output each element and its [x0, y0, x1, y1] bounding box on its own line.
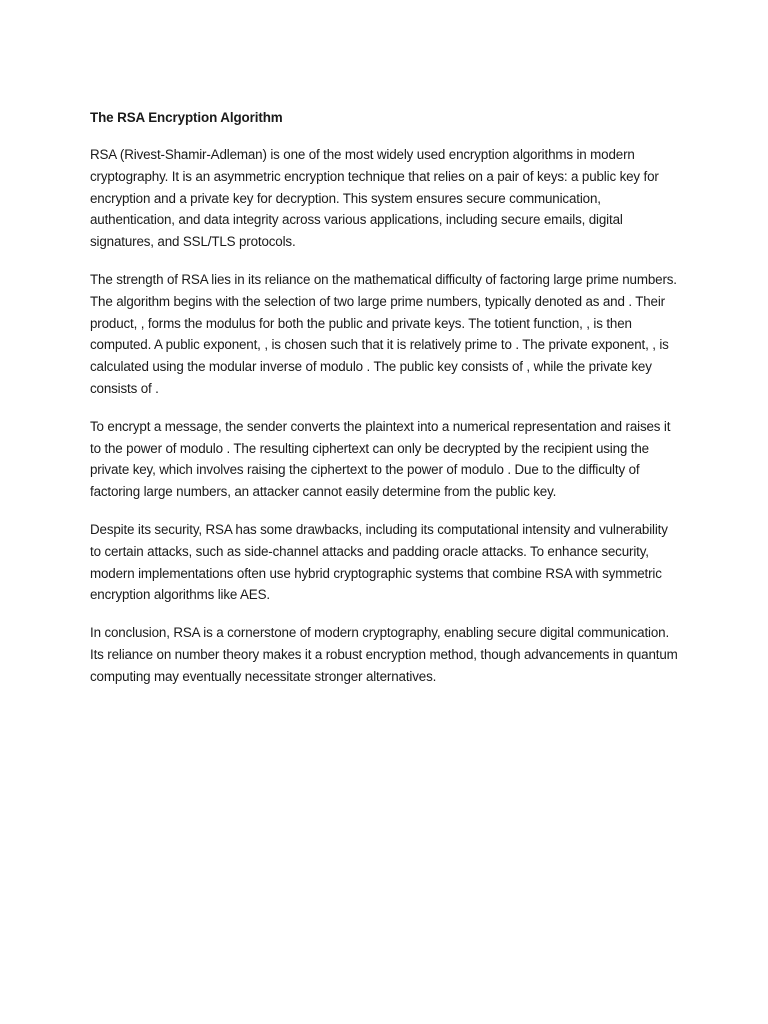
paragraph-intro: RSA (Rivest-Shamir-Adleman) is one of the most widely used encryption algorithms in modern cryptography. It is an asymmetric encryption technique that relies on a pair of keys: a public key for encryption and a private key for decryption. This system ensures secure communication, authentication, and data integrity across various applications, including secure emails, digital signatures, and SSL/TLS protocols. [90, 147, 659, 250]
paragraph-conclusion: In conclusion, RSA is a cornerstone of modern cryptography, enabling secure digital communication. Its reliance on number theory makes it a robust encryption method, though advancements in quantum computing may eventually necessitate stronger alternatives. [90, 625, 678, 684]
document-title: The RSA Encryption Algorithm [90, 110, 283, 125]
paragraph-encryption: To encrypt a message, the sender converts the plaintext into a numerical representation and raises it to the power of modulo . The resulting ciphertext can only be decrypted by the recipient using the private key, which involves raising the ciphertext to the power of modulo . Due to the difficulty of factoring large numbers, an attacker cannot easily determine from the public key. [90, 418, 671, 500]
document-page [90, 108, 680, 704]
paragraph-strength: The strength of RSA lies in its reliance on the mathematical difficulty of factoring large prime numbers. The algorithm begins with the selection of two large prime numbers, typically denoted as and . Their product, , forms the modulus for both the public and private keys. The totient function, , is then computed. A public exponent, , is chosen such that it is relatively prime to . The private exponent, , is calculated using the modular inverse of modulo . The public key consists of , while the private key consists of . [90, 271, 677, 396]
paragraph-drawbacks: Despite its security, RSA has some drawbacks, including its computational intensity and vulnerability to certain attacks, such as side-channel attacks and padding oracle attacks. To enhance security, modern implementations often use hybrid cryptographic systems that combine RSA with symmetric encryption algorithms like AES. [90, 521, 668, 603]
